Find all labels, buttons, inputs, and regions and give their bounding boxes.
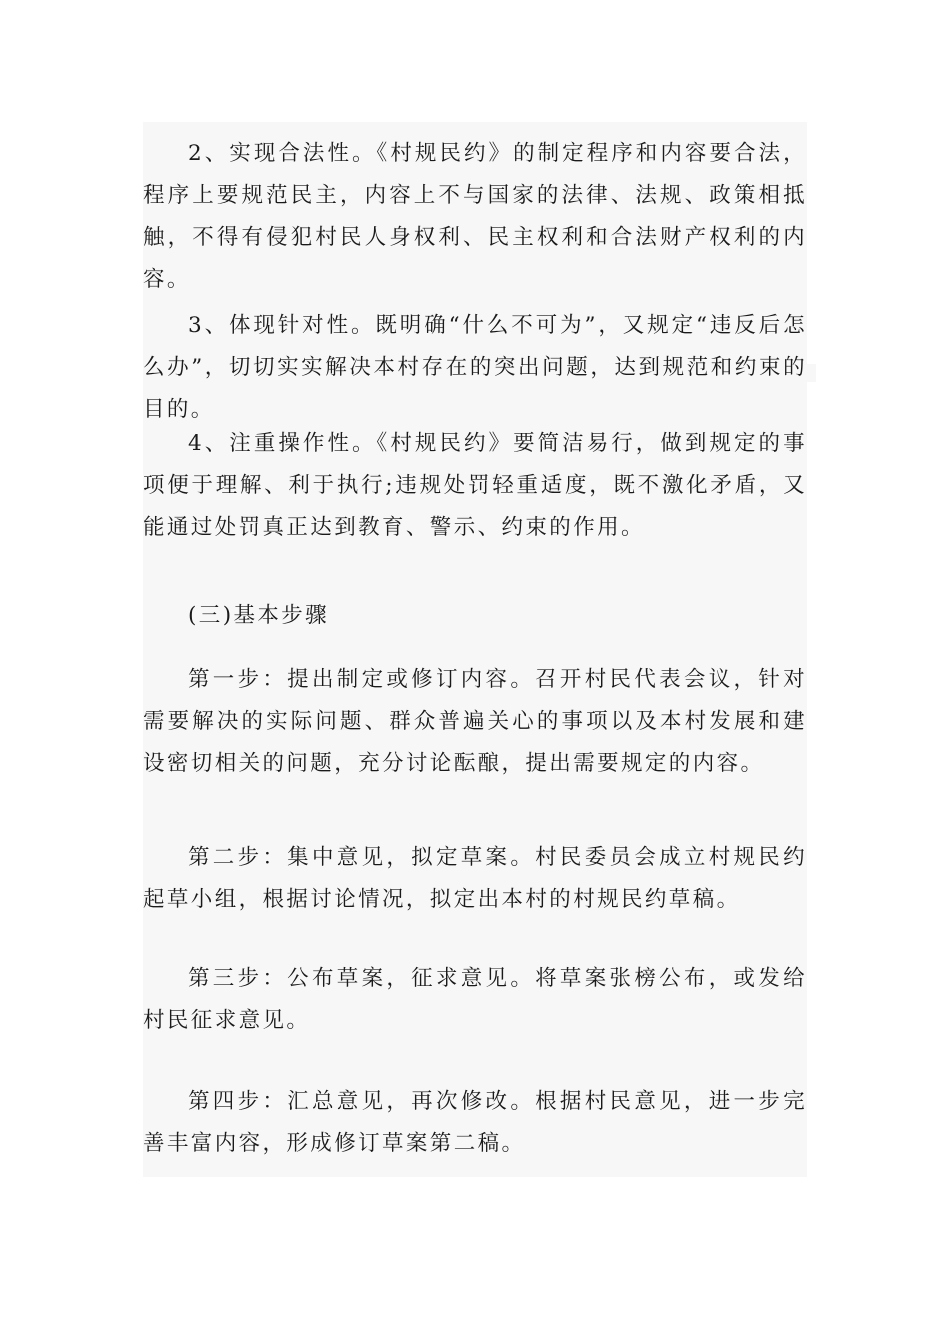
paragraph-pertinence: 3、体现针对性。既明确“什么不可为”，又规定“违反后怎么办”，切切实实解决本村存在的突出问题，达到规范和约束的目的。 xyxy=(143,313,807,422)
document-body xyxy=(143,122,807,1177)
paragraph-operability: 4、注重操作性。《村规民约》要简洁易行，做到规定的事项便于理解、利于执行;违规处罚轻重适度，既不激化矛盾，又能通过处罚真正达到教育、警示、约束的作用。 xyxy=(143,431,807,540)
paragraph-legality: 2、实现合法性。《村规民约》的制定程序和内容要合法，程序上要规范民主，内容上不与国家的法律、法规、政策相抵触，不得有侵犯村民人身权利、民主权利和合法财产权利的内容。 xyxy=(143,141,807,292)
paragraph-step-three: 第三步：公布草案，征求意见。将草案张榜公布，或发给村民征求意见。 xyxy=(143,966,807,1033)
background-overflow-notch xyxy=(807,364,816,382)
section-heading-basic-steps: (三)基本步骤 xyxy=(188,603,330,628)
paragraph-step-two: 第二步：集中意见，拟定草案。村民委员会成立村规民约起草小组，根据讨论情况，拟定出本村的村规民约草稿。 xyxy=(143,845,807,912)
paragraph-step-four: 第四步：汇总意见，再次修改。根据村民意见，进一步完善丰富内容，形成修订草案第二稿。 xyxy=(143,1089,807,1156)
paragraph-step-one: 第一步：提出制定或修订内容。召开村民代表会议，针对需要解决的实际问题、群众普遍关心的事项以及本村发展和建设密切相关的问题，充分讨论酝酿，提出需要规定的内容。 xyxy=(143,667,807,776)
